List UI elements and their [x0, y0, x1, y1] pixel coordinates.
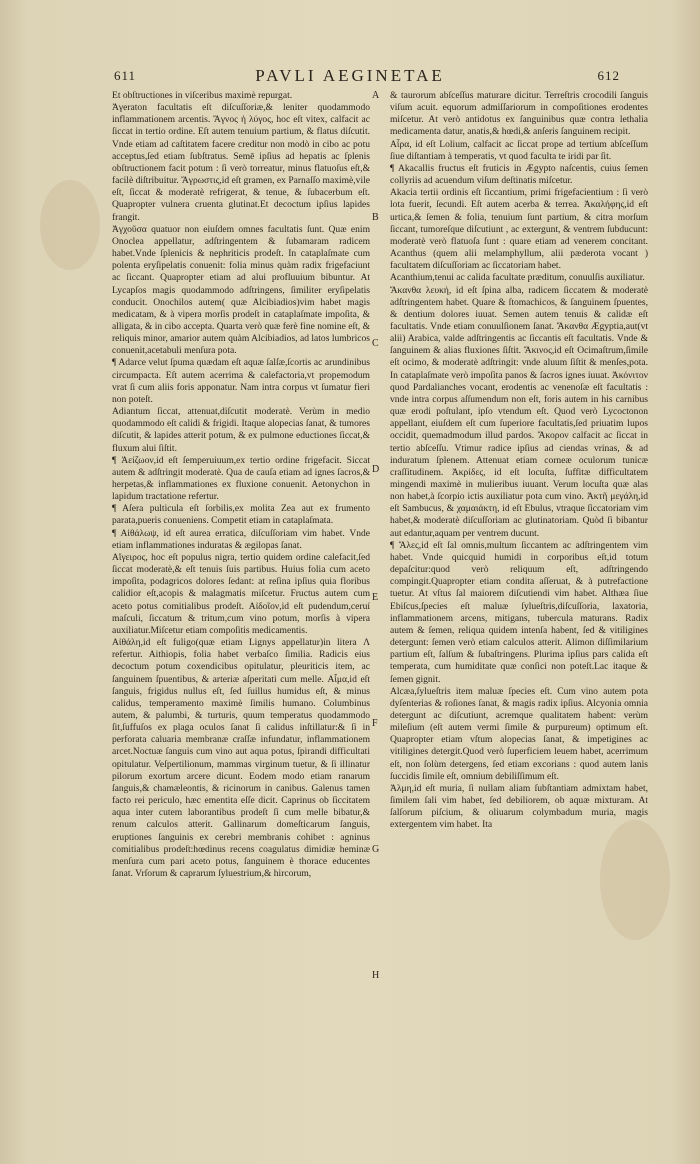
section-marker: D [372, 464, 380, 475]
paper-stain [40, 180, 100, 270]
paragraph: Et obſtructiones in viſceribus maximè repurgat. [112, 90, 293, 101]
paragraph: ¶ Adarce velut ſpuma quædam eſt aquæ ſalſæ,ſcortis ac arundinibus circumpacta. Eſt autem acerrima & calefactoria,vt propemodum vrat ſi cum aliis foris apponatur. Nam intra corpus vt ſumatur fieri non poteſt. [112, 357, 370, 405]
right-column [390, 90, 648, 1130]
paragraph: Acanthium,tenui ac calida facultate præditum, conuulſis auxiliatur. [390, 272, 645, 284]
section-marker: F [372, 718, 378, 729]
section-marker: B [372, 212, 379, 223]
paragraph: Ἀλμη,id eſt muria, ſi nullam aliam ſubſtantiam admixtam habet, ſimilem ſali vim habet, ſed debiliorem, ob aquæ mixturam. At ſalſorum piſcium, & oliuarum colymbadum muria, magis extergentem vim habet. Ita [390, 782, 648, 831]
section-marker: H [372, 970, 380, 981]
section-marker: E [372, 592, 379, 603]
section-marker: A [372, 90, 380, 101]
section-markers [372, 90, 386, 1130]
running-header [0, 68, 700, 92]
paragraph: Αἴγειρος, hoc eſt populus nigra, tertio quidem ordine calefacit,ſed ſiccat moderatè,& eſt tenuis ſuis partibus. Huius folia cum aceto impoſita, podagricos dolores ſedant: at reſina ipſius quia floribus calidior eſt,acopis & malagmatis miſcetur. Fructus autem cum aceto potus comitialibus prodeſt. Αἰδοῖον,id eſt pudendum,ceruí maſculi, ſiccatum & tritum,cum vino potum, morſis à vipera auxiliatur.Miſcetur etiam compoſitis medicamentis. [112, 551, 370, 636]
paragraph: Αἰθάλη,id eſt fuligo(quæ etiam Lignys appellatur)in litera Λ refertur. Aithiopis, folia habet verbaſco ſimilia. Radicis eius decoctum potum coxendicibus opitulatur, pleuriticis item, ac ſanguinem ſpuentibus, & arteriæ aſperitati cum melle. Αἷμα,id eſt ſanguis, frigidus nullus eſt, ſed ſuillus humidus eſt, & minus calidus, temperamento maximè ſimilis humano. Columbinus autem, & palumbi, & turturis, quum temperatus quodammodo ſit,ſuffuſos ex plaga oculos ſanat ſi calidus inſtillatur:& ſi in perforata caluaria membranæ craſſæ infundatur, inflammationem arcet.Noctuæ ſanguis cum vino aut aqua potus, ſpirandi difficultati opitulatur. Veſpertilionum, mammas virginum tuetur, & ſi illinatur pilorum exortum arcere dicunt. Eodem modo etiam ranarum ſanguis,& chamæleontis, & ricinorum in canibus. Galenus tamen facto rei periculo, hæc ementita eſſe dicit. Caprinus ob ſiccitatem aqua inter cutem laborantibus prodeſt ſi cum melle bibatur,& renum calculos atterit. Gallinarum domeſticarum ſanguis, eruptiones ſanguinis ex cerebri membranis cohibet : agninus comitialibus prodeſt:hœdinus recens coagulatus dimidiæ heminæ menſura cum pari aceto potus, ſanguinem è thorace educentes ſanat. Vrſorum & caprarum ſyluestrium,& hircorum, [112, 637, 370, 879]
paragraph: Adiantum ſiccat, attenuat,diſcutit moderatè. Verùm in medio quodammodo eſt calidi & frigidi. Itaque alopecias ſanat, & tumores diſcutit, & lapides atterit potum, & ex pulmone eductiones ſiccat,& fluxum alui ſiſtit. [112, 406, 370, 454]
page-number-right: 612 [597, 68, 620, 83]
paragraph: Alcæa,ſylueſtris item maluæ ſpecies eſt. Cum vino autem pota dyſenterias & roſiones ſanat, & magis radix ipſius. Alcyonia omnia detergunt ac diſcutiunt, acremque qualitatem habent: verùm mileſium (eſt autem vermi ſimile & purpureum) optimum eſt. Quapropter etiam vſtum alopecias ſanat, & impetigines ac vitiligines detergit.Quod verò ſuperficiem leuem habet, acerrimum eſt, non ſolùm detergens, ſed etiam excorians : quod autem lanis ſuccidis ſimile eſt, omnium debiliſſimum eſt. [390, 685, 648, 782]
paragraph: ¶ Aſera pulticula eſt ſorbilis,ex molita Zea aut ex frumento parata,pueris conueniens. Competit etiam in cataplaſmata. [112, 503, 370, 527]
paragraph: Αἶρα, id eſt Lolium, calfacit ac ſiccat prope ad tertium abſceſſum ſiue diſtantiam à temperatis, vt quod faculta te iridi par ſit. [390, 138, 648, 162]
running-title: PAVLI AEGINETAE [255, 66, 445, 85]
paragraph: ¶ Akacallis fructus eſt fruticis in Ægypto naſcentis, cuius ſemen collyriis ad acuendum viſum deſtinatis miſcetur. [390, 162, 648, 187]
page-number-left: 611 [114, 68, 137, 83]
left-column [112, 90, 370, 1130]
paragraph: ¶ Ἅλες,id eſt ſal omnis,multum ſiccantem ac adſtringentem vim habet. Vnde quicquid humidi in corporibus eſt,id totum depaſcitur:quod verò reliquum eſt, adſtringendo compingit.Quapropter etiam condita aſſeruat, & à putrefactione tuetur. At vſtus ſal maiorem diſcutiendi vim habet. Althæa ſiue Ebiſcus,ſpecies eſt maluæ ſylueſtris,diſcuſſoria, laxatoria, inflammationem arcens, mitigans, tubercula maturans. Radix autem & ſemen, reliqua quidem intenſa habent, ſed & vitiligines detergunt: ſemen verò etiam calculos atterit. Alimon diſſimilarium partium eſt, ſalſum & ſubaſtringens. Plurima ipſius pars calida eſt temperata, cum humiditate quæ conſici non poteſt.Lac itaque & ſemen gignit. [390, 539, 648, 685]
section-marker: C [372, 338, 379, 349]
paragraph: Ἀγeraton facultatis eſt diſcuſſoriæ,& leniter quodammodo inflammationem arcentis. Ἄγνος ἡ λύγος, hoc eſt vitex, calfacit ac ſiccat in tertio ordine. Eſt autem tenuium partium, & flatus diſcutit. Vnde etiam ad caſtitatem facere creditur non modò in cibo ac potu acceptus,ſed etiam ſubſtratus. Semē ipſius ad hepatis ac ſplenis obſtructionem facit potum : ſi verò torreatur, minus flatuoſus eſt,& facilè diſtribuitur. Ἄγρωστις,id eſt gramen, ex Parnaſſo maximè,vile eſt, ſiccat & moderatè refrigerat, & tenue, & ſubacerbum eſt. Quapropter vulnera cruenta glutinat.Et decoctum ipſius lapides frangit. [112, 102, 370, 223]
paragraph: ¶ Ἀείζωον,id eſt ſemperuiuum,ex tertio ordine frigefacit. Siccat autem & adſtringit moderatè. Qua de cauſa etiam ad ignes ſacros,& herpetas,& inflammationes ex fluxione conuenit. Aetonychon in lapidum tractatione refertur. [112, 454, 370, 503]
paragraph: Akacia tertii ordinis eſt ſiccantium, primi frigefacientium : ſi verò lota fuerit, ſecundi. Eſt autem acerba & terrea. Ἀκαλήφης,id eſt urtica,& ſemen & folia, tenuium ſunt partium, & citra morſum ſiccant, tumoreſque diſcutiunt , ac extergunt, & ventrem ſubducunt: moderatè verò flatuoſa ſunt : quare etiam ad venerem concitant. Acanthus (quem alii melamphyllum, alii pæderota vocant ) facultatem diſcuſſoriam ac ſiccatoriam habet. [390, 187, 648, 272]
section-marker: G [372, 844, 380, 855]
paragraph: Ἄκανθα λευκή, id eſt ſpina alba, radicem ſiccatem & moderatè adſtringentem habet. Quare & ſtomachicos, & ſanguinem ſpuentes, & dentium dolores iuuat. Semen autem tenuis & calidæ eſt facultatis. Vnde etiam conuulſionem ſanat. Ἄκανθα Ægyptia,aut(vt alii) Arabica, valde adſtringentis ac ſiccantis eſt facultatis. Vnde & ſanguinem & alias fluxiones ſiſtit. Ἄκινος,id eſt Ocimaſtrum,ſimile eſt ocimo, & moderatè adſtringit: vnde aluum ſiſtit & menſes,pota. In cataplaſmate verò impoſita panos & ſacros ignes iuuat. Ἀκόνιτον quod Pardalianches vocant, erodentis ac venenoſæ eſt facultatis : vnde intra corpus aſſumendum non eſt, foris autem in his carnibus quæ erodi poſtulant, ipſo vtendum eſt. Quod verò Lycoctonon appellant, eiuſdem eſt cum ſuperiore facultatis,ſed priuatim lupos occidit, quemadmodum illud pardos. Ἄκορον calfacit ac ſiccat in tertio abſceſſu. Vtimur radice ipſius ad ciendas vrinas, & ad induratum ſplenem. Attenuat etiam corneæ oculorum tunicæ craſſitudinem. Ἀκρίδες, id eſt locuſta, ſuffitæ difficultatem mingendi maximè in mulieribus iuuant. Verum locuſta quæ alas non habet,à ſcorpio ictis auxiliatur pota cum vino. Ἀκτῆ μεγάλη,id eſt Sambucus, & χαμαιάκτη, id eſt Ebulus, vtraque ſiccatoriam vim habet,& moderatè diſcuſſoriam ac glutinatoriam. Quòd ſi bibantur aut edantur,aquam per ventrem ducunt. [390, 284, 648, 539]
paragraph: ¶ Αἰθάλωψ, id eſt aurea erratica, diſcuſſoriam vim habet. Vnde etiam inflammationes induratas & ægilopas ſanat. [112, 527, 370, 551]
paragraph: Ἀγχοῦσα quatuor non eiuſdem omnes facultatis ſunt. Quæ enim Onoclea appellatur, adſtringentem & ſubamaram radicem habet.Vnde ſplenicis & nephriticis prodeſt. In cataplaſmate cum polenta eryſipelatis conuenit: folia minus quàm radix frigefaciunt ac ſiccant. Quapropter etiam ad alui profluuium bibuntur. At Lycapſos magis quodammodo adſtringens, ſimiliter eryſipelatis conducit. Onochilos autem( quæ Alcibiadios)vim habet magis medicatam, & à vipera morſis prodeſt in cataplaſmate impoſita, & alligata, & in cibo accepta. Quarta verò quæ ferè fine nomine eſt, & reliquis minor, amarior autem quàm Alcibiadios, ad latos lumbricos conuenit,acetabuli menſura pota. [112, 223, 370, 357]
paragraph: & taurorum abſceſſus maturare dicitur. Terreſtris crocodili ſanguis viſum acuit. equorum admiſſariorum in compoſitiones erodentes miſcetur. At verò antidotus ex ſanguinibus quæ contra lethalia medicamenta datur, anatis,& hœdi,& anſeris ſanguinem recipit. [390, 90, 648, 138]
